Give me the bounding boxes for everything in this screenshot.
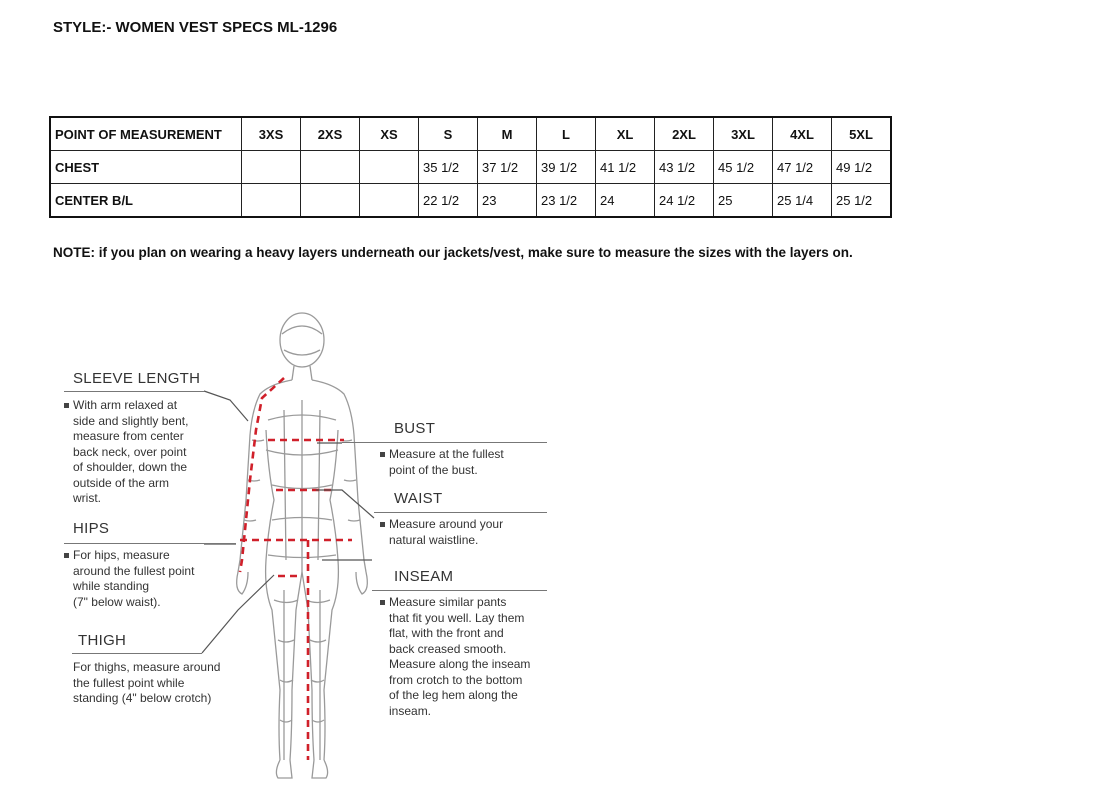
column-header: S — [419, 117, 478, 151]
inseam-rule — [372, 590, 547, 591]
table-cell: 23 — [478, 184, 537, 218]
sleeve-length-heading: SLEEVE LENGTH — [73, 370, 201, 387]
bullet-icon — [380, 452, 385, 457]
column-header: M — [478, 117, 537, 151]
waist-rule — [374, 512, 547, 513]
spec-table — [49, 116, 892, 218]
thigh-rule — [72, 653, 202, 654]
column-header: XS — [360, 117, 419, 151]
table-cell: 25 1/2 — [832, 184, 892, 218]
hips-text: For hips, measure around the fullest point while standing (7" below waist). — [64, 548, 194, 610]
bullet-icon — [380, 522, 385, 527]
waist-text: Measure around your natural waistline. — [380, 517, 503, 548]
thigh-heading: THIGH — [78, 632, 127, 649]
table-row — [50, 184, 891, 218]
table-cell: 24 1/2 — [655, 184, 714, 218]
bullet-icon — [64, 403, 69, 408]
sleeve-rule — [64, 391, 204, 392]
column-header: 5XL — [832, 117, 892, 151]
page-title: STYLE:- WOMEN VEST SPECS ML-1296 — [53, 19, 338, 36]
column-header: 3XL — [714, 117, 773, 151]
table-cell: 23 1/2 — [537, 184, 596, 218]
table-cell: 43 1/2 — [655, 151, 714, 184]
table-cell — [360, 151, 419, 184]
table-cell — [301, 184, 360, 218]
table-cell: 22 1/2 — [419, 184, 478, 218]
table-cell: 25 1/4 — [773, 184, 832, 218]
layering-note: NOTE: if you plan on wearing a heavy layers underneath our jackets/vest, make sure to measure the sizes with the layers on. — [53, 245, 853, 260]
table-cell — [301, 151, 360, 184]
table-cell: 47 1/2 — [773, 151, 832, 184]
bust-rule — [342, 442, 547, 443]
table-cell — [360, 184, 419, 218]
table-cell: 49 1/2 — [832, 151, 892, 184]
thigh-text: For thighs, measure around the fullest point while standing (4" below crotch) — [73, 660, 221, 705]
table-cell: 39 1/2 — [537, 151, 596, 184]
bust-heading: BUST — [394, 420, 436, 437]
hips-heading: HIPS — [73, 520, 110, 537]
row-label: CENTER B/L — [50, 184, 242, 218]
row-label: CHEST — [50, 151, 242, 184]
table-cell — [242, 151, 301, 184]
column-header: L — [537, 117, 596, 151]
bullet-icon — [64, 553, 69, 558]
table-cell: 24 — [596, 184, 655, 218]
column-header: XL — [596, 117, 655, 151]
column-header: 4XL — [773, 117, 832, 151]
column-header: POINT OF MEASUREMENT — [50, 117, 242, 151]
bust-text: Measure at the fullest point of the bust. — [380, 447, 504, 478]
table-row — [50, 151, 891, 184]
table-cell: 45 1/2 — [714, 151, 773, 184]
table-cell: 41 1/2 — [596, 151, 655, 184]
inseam-text: Measure similar pants that fit you well. Lay them flat, with the front and back creased smooth. Measure along the inseam from crotch to the bottom of the leg hem along the inseam. — [380, 595, 530, 719]
hips-rule — [64, 543, 236, 544]
waist-heading: WAIST — [394, 490, 443, 507]
table-cell: 25 — [714, 184, 773, 218]
table-cell: 37 1/2 — [478, 151, 537, 184]
column-header: 3XS — [242, 117, 301, 151]
table-header-row — [50, 117, 891, 151]
bullet-icon — [380, 600, 385, 605]
sleeve-length-text: With arm relaxed at side and slightly bent, measure from center back neck, over point of shoulder, down the outside of the arm wrist. — [64, 398, 188, 507]
column-header: 2XS — [301, 117, 360, 151]
measurement-guide — [42, 290, 587, 790]
table-cell — [242, 184, 301, 218]
table-cell: 35 1/2 — [419, 151, 478, 184]
inseam-heading: INSEAM — [394, 568, 454, 585]
column-header: 2XL — [655, 117, 714, 151]
